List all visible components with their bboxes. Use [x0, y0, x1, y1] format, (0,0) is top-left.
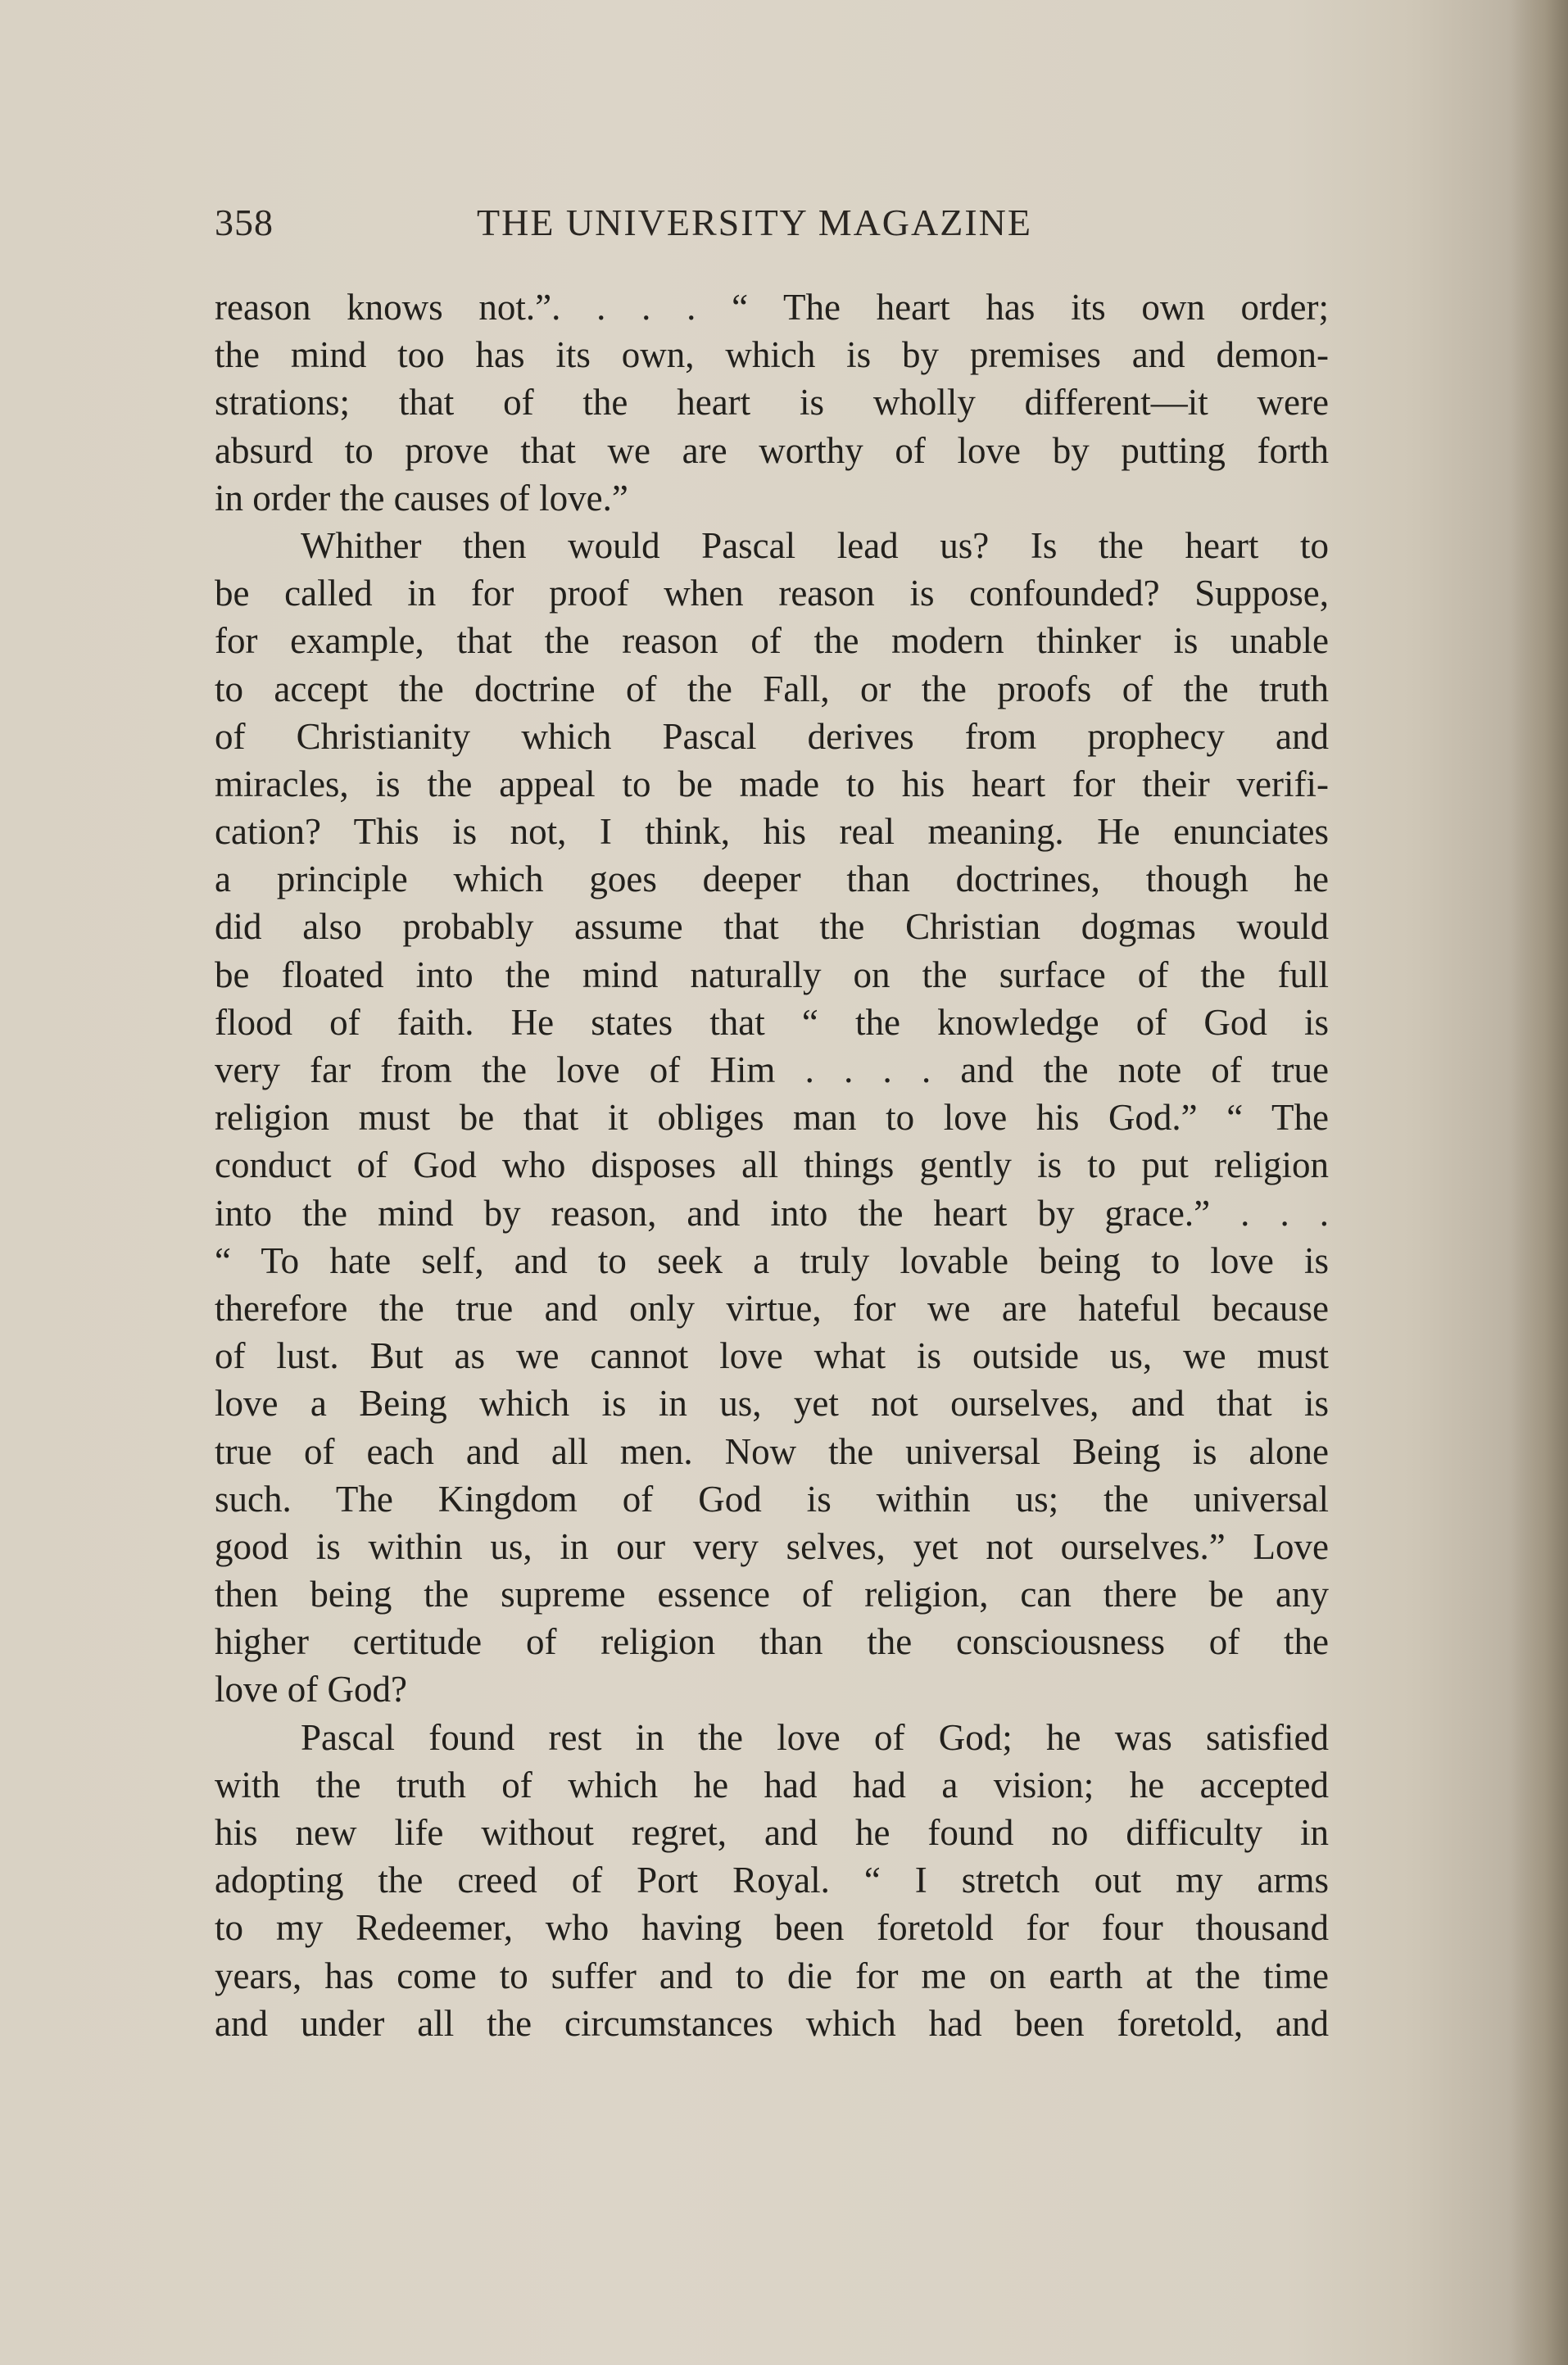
running-head: THE UNIVERSITY MAGAZINE [477, 202, 1032, 243]
text-line: then being the supreme essence of religion, can there be any [215, 1574, 1329, 1615]
page-binding-shadow [1511, 0, 1568, 2365]
text-line: therefore the true and only virtue, for we are hateful because [215, 1287, 1329, 1329]
text-line: and under all the circumstances which had been foretold, and [215, 2002, 1329, 2044]
text-line: reason knows not.”. . . . “ The heart has its own order; [215, 287, 1329, 328]
text-line: “ To hate self, and to seek a truly lovable being to love is [215, 1239, 1329, 1281]
text-line: higher certitude of religion than the consciousness of the [215, 1621, 1329, 1663]
text-line: the mind too has its own, which is by premises and demon- [215, 334, 1329, 376]
text-line: to accept the doctrine of the Fall, or the proofs of the truth [215, 668, 1329, 709]
text-line: very far from the love of Him . . . . and the note of true [215, 1049, 1329, 1090]
text-line: strations; that of the heart is wholly different—it were [215, 382, 1329, 424]
text-line: with the truth of which he had had a vision; he accepted [215, 1764, 1329, 1805]
text-line: years, has come to suffer and to die for me on earth at the time [215, 1955, 1329, 1996]
text-line: in order the causes of love.” [215, 477, 628, 519]
text-line: did also probably assume that the Christian dogmas would [215, 906, 1329, 948]
body-text [215, 283, 1329, 2047]
page-number: 358 [215, 202, 274, 243]
text-line: such. The Kingdom of God is within us; the universal [215, 1478, 1329, 1520]
text-line: love of God? [215, 1669, 407, 1710]
text-line: cation? This is not, I think, his real meaning. He enunciates [215, 811, 1329, 853]
text-line: love a Being which is in us, yet not ourselves, and that is [215, 1383, 1329, 1425]
text-line: conduct of God who disposes all things gently is to put religion [215, 1144, 1329, 1186]
text-line: adopting the creed of Port Royal. “ I stretch out my arms [215, 1860, 1329, 1901]
text-line: a principle which goes deeper than doctrines, though he [215, 859, 1329, 900]
text-line: miracles, is the appeal to be made to his heart for their verifi- [215, 763, 1329, 804]
text-line: true of each and all men. Now the universal Being is alone [215, 1430, 1329, 1472]
text-line: flood of faith. He states that “ the knowledge of God is [215, 1001, 1329, 1043]
text-line: to my Redeemer, who having been foretold for four thousand [215, 1907, 1329, 1949]
text-line: be called in for proof when reason is confounded? Suppose, [215, 573, 1329, 614]
text-line: for example, that the reason of the modern thinker is unable [215, 620, 1329, 662]
text-line: good is within us, in our very selves, yet not ourselves.” Love [215, 1525, 1329, 1567]
text-line: Whither then would Pascal lead us? Is the heart to [301, 524, 1329, 566]
text-line: be floated into the mind naturally on the surface of the full [215, 954, 1329, 995]
text-line: Pascal found rest in the love of God; he was satisfied [301, 1716, 1329, 1758]
text-line: of lust. But as we cannot love what is outside us, we must [215, 1335, 1329, 1377]
text-line: into the mind by reason, and into the heart by grace.” . . . [215, 1192, 1329, 1234]
text-line: his new life without regret, and he found no difficulty in [215, 1812, 1329, 1853]
text-line: religion must be that it obliges man to love his God.” “ The [215, 1097, 1329, 1139]
text-line: of Christianity which Pascal derives from prophecy and [215, 715, 1329, 757]
page-header [215, 201, 1329, 258]
text-line: absurd to prove that we are worthy of love by putting forth [215, 429, 1329, 471]
